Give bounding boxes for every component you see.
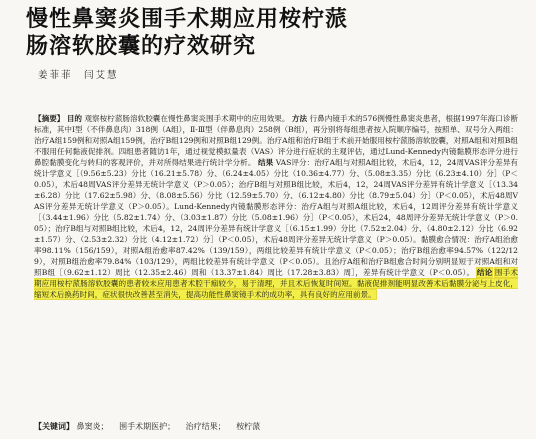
methods-label: 方法 — [291, 114, 308, 123]
authors: 姜菲菲 闫艾慧 — [38, 70, 119, 81]
keywords — [34, 421, 518, 432]
conclusion-label: 结论 — [476, 268, 493, 277]
abstract-label: 【摘要】 — [34, 114, 65, 123]
results-label: 结果 — [257, 158, 274, 167]
title-line-1: 慢性鼻窦炎围手术期应用桉柠蒎 — [26, 7, 349, 32]
keyword-item: 治疗结果； — [185, 422, 226, 431]
keyword-item: 围手术期医护； — [119, 422, 176, 431]
keyword-item: 鼻窦炎； — [76, 422, 109, 431]
results-text: VAS评分：治疗A组与对照A组比较，术后4，12，24周VAS评分差异有统计学意义［（9.56±5.23）分比（16.21±5.78）分、（6.24±4.05）分比（10.36±4.77）分、（5.08±3.35）分比（6.23±4.10）分］（P＜0.05），术后48周VAS评分差异无统计学意义（P＞0.05）；治疗B组与对照B组比较，术后4，12，24周VAS评分差异有统计学意义［（13.34±6.28）分比（17.62±5.98）分、（8.08±5.56）分比（12.59±5.70）分、（6.12±4.80）分比（8.79±5.04）分］（P＜0.05），术后48周VAS评分差异无统计学意义（P＞0.05）。Lund-Kennedy内镜黏膜形态评分：治疗A组与对照A组比较，术后4，12周评分差异有统计学意义［（3.44±1.96）分比（5.82±1.74）分、（3.03±1.87）分比（5.08±1.96）分］（P＜0.05），术后24，48周评分差异无统计学意义（P＞0.05）；治疗B组与对照B组比较，术后4，12，24周评分差异有统计学意义［（6.15±1.99）分比（7.52±2.04）分、（4.80±2.12）分比（6.92±1.57）分、（2.53±2.32）分比（4.12±1.72）分］（P＜0.05），术后48周评分差异无统计学意义（P＞0.05）。黏膜愈合情况：治疗A组治愈率98.11%（156/159），对照A组治愈率87.42%（139/159），两组比较差异有统计学意义（P＜0.05）；治疗B组治愈率94.57%（122/129），对照B组治愈率79.84%（103/129），两组比较差异有统计学意义（P＜0.05）。且治疗A组和治疗B组愈合时间分别明显短于对照A组和对照B组［（9.62±1.12）周比（12.35±2.46）周和（13.37±1.84）周比（17.28±3.83）周］，差异有统计学意义（P＜0.05）。 — [34, 158, 519, 277]
article-title — [26, 6, 526, 60]
objective-label: 目的 — [66, 114, 83, 123]
objective-text: 观察桉柠蒎肠溶软胶囊在慢性鼻窦炎围手术期中的应用效果。 — [84, 114, 290, 123]
conclusion-text: 围手术期应用桉柠蒎肠溶软胶囊的患者较未应用患者术腔干痂较少，易于清理，并且术后恢复时间短。黏液促排剂能明显改善术后黏膜分泌与上皮化，缩短术后换药时间，症状很快改善甚至消失，提高功能性鼻窦镜手术的成功率，具有良好的应用前景。 — [34, 268, 519, 299]
methods-text: 行鼻内镜手术的576例慢性鼻窦炎患者，根据1997年海口诊断标准，其中Ⅰ型（不伴鼻息肉）318例（A组），Ⅱ-Ⅲ型（伴鼻息肉）258例（B组），再分别将每组患者按入院顺序编号，按照单、双号分入两组：治疗A组159例和对照A组159例，治疗B组129例和对照B组129例。治疗A组和治疗B组于术前开始服用桉柠蒎肠溶软胶囊，对照A组和对照B组不服用任何黏液促排剂。四组患者随访1年，通过视觉模拟量表（VAS）评分进行症状的主观评估，通过Lund-Kennedy内镜黏膜形态评分进行鼻腔黏膜变化与转归的客观评价，并对所得结果进行统计学分析。 — [34, 114, 519, 167]
abstract — [34, 113, 518, 300]
title-line-2: 肠溶软胶囊的疗效研究 — [26, 34, 257, 59]
keyword-item: 桉柠蒎 — [236, 422, 261, 431]
keywords-label: 【关键词】 — [34, 421, 74, 431]
